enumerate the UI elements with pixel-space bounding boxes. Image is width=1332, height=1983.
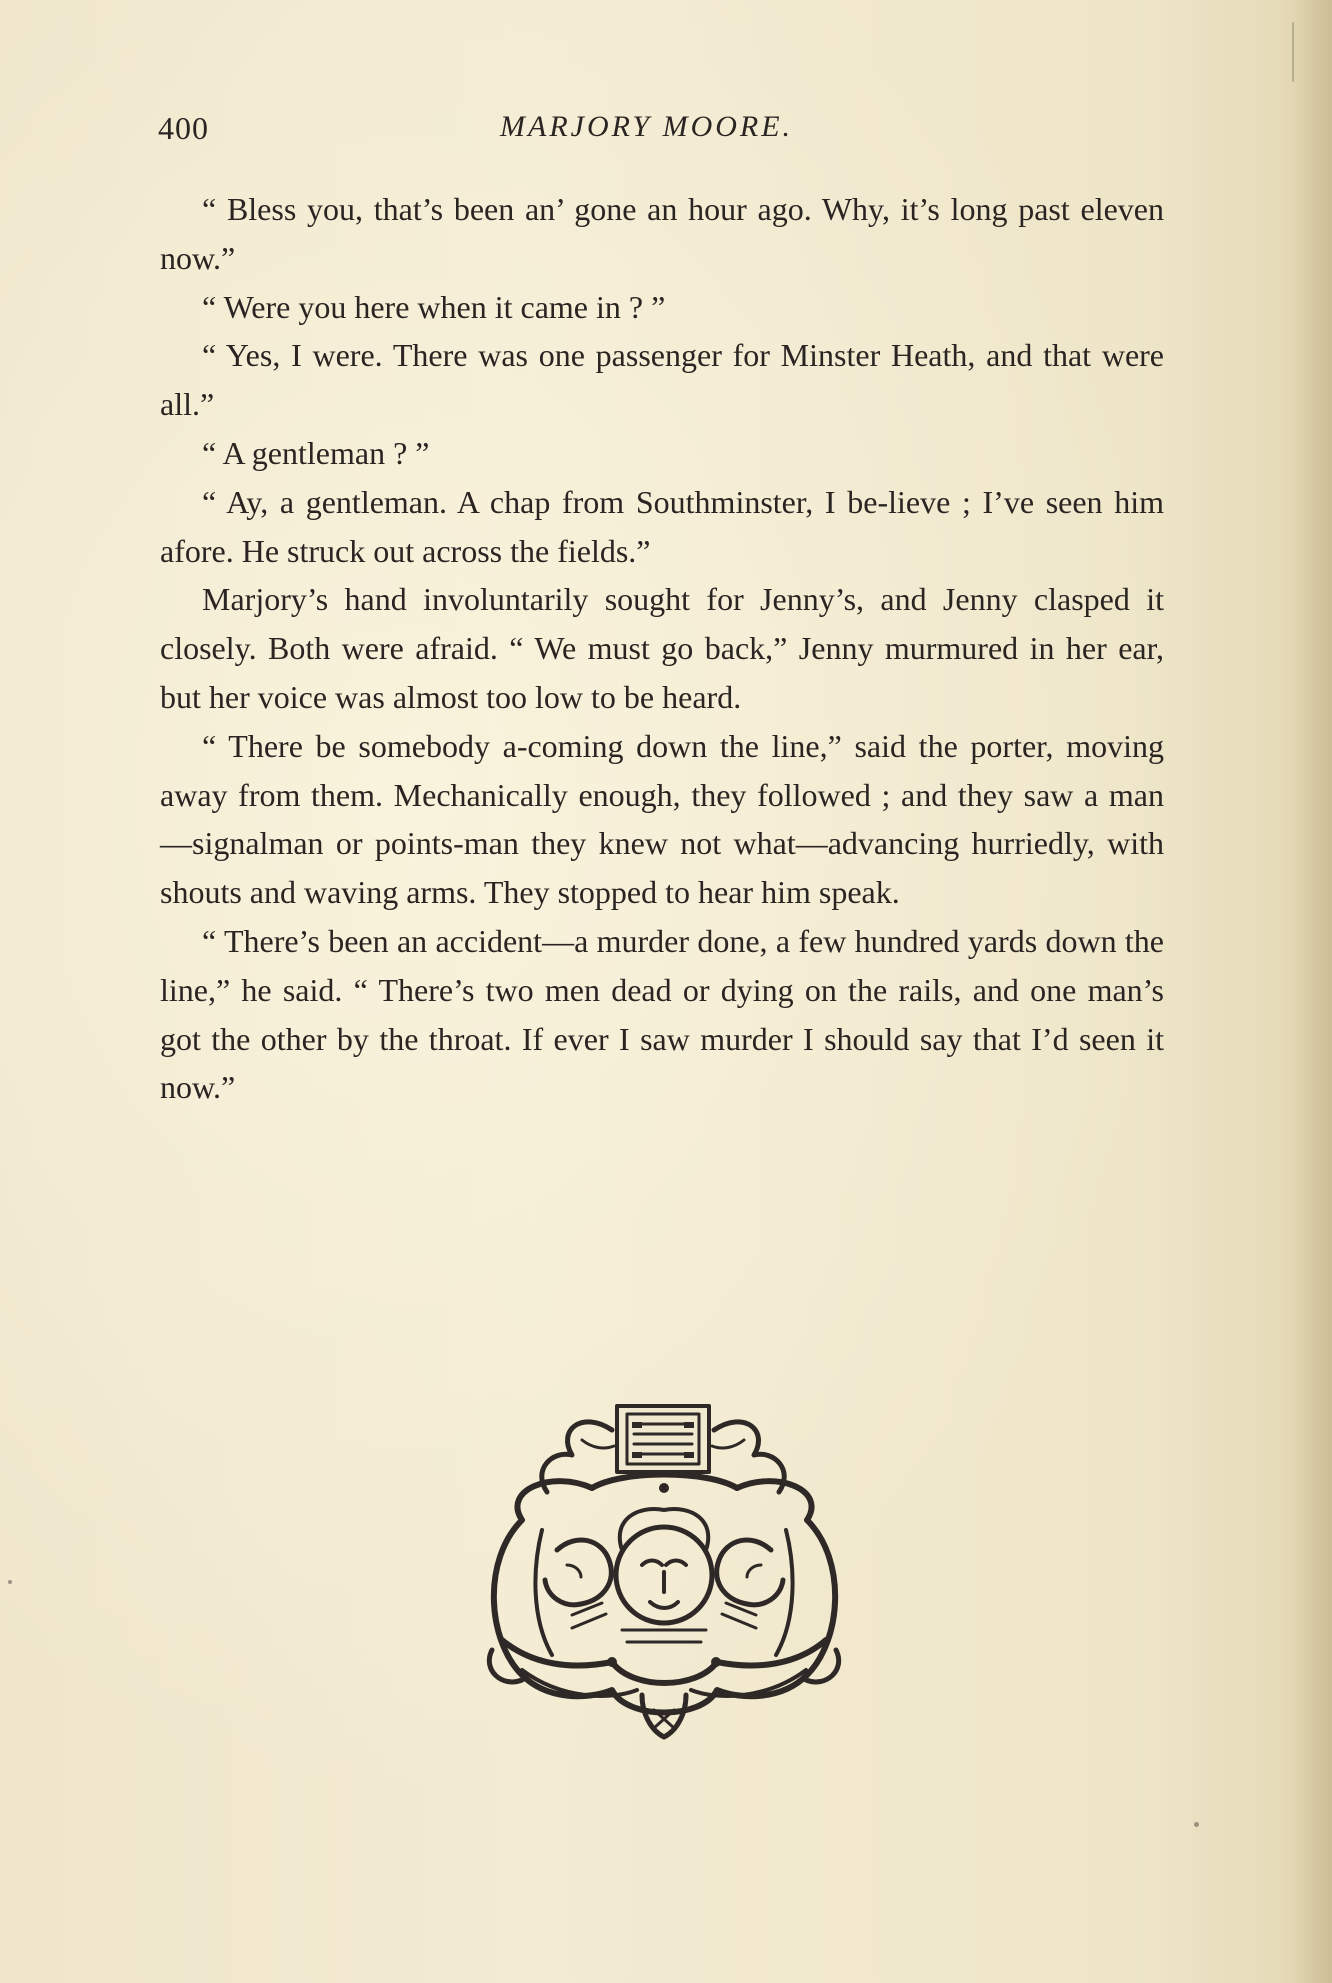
paragraph: “ A gentleman ? ” (202, 434, 430, 471)
paragraph: “ There be somebody a-coming down the line,” said the porter, moving away from them. Mechanically enough, they followed ; and they saw a man—signalman or points-man they knew not what—advancing hurriedly, with shouts and waving arms. They stopped to hear him speak. (160, 727, 1164, 911)
paragraph: “ Were you here when it came in ? ” (202, 288, 666, 325)
paragraph: “ Bless you, that’s been an’ gone an hour ago. Why, it’s long past eleven now.” (160, 191, 1164, 276)
running-title: MARJORY MOORE. (500, 110, 794, 143)
paper-speck (8, 1580, 12, 1584)
page-header (158, 110, 1164, 160)
paragraph: “ Ay, a gentleman. A chap from Southminster, I be-lieve ; I’ve seen him afore. He struck out across the fields.” (160, 483, 1164, 569)
paragraph: Marjory’s hand involuntarily sought for Jenny’s, and Jenny clasped it closely. Both were afraid. “ We must go back,” Jenny murmured in her ear, but her voice was almost too low to be heard. (160, 581, 1164, 715)
crest-svg (462, 1400, 866, 1745)
heraldic-crest-icon (462, 1400, 866, 1745)
body-text (160, 185, 1164, 1112)
paragraph: “ There’s been an accident—a murder done, a few hundred yards down the line,” he said. “ There’s two men dead or dying on the rails, and one man’s got the other by the throat. If ever I saw murder I should say that I’d seen it now.” (160, 922, 1164, 1106)
paragraph: “ Yes, I were. There was one passenger for Minster Heath, and that were all.” (160, 337, 1164, 423)
page-number: 400 (158, 110, 209, 146)
crest-top-box (617, 1406, 709, 1472)
page-edge-shadow (1292, 0, 1332, 1983)
paper-mark (1292, 22, 1294, 82)
paper-speck (1194, 1822, 1199, 1827)
